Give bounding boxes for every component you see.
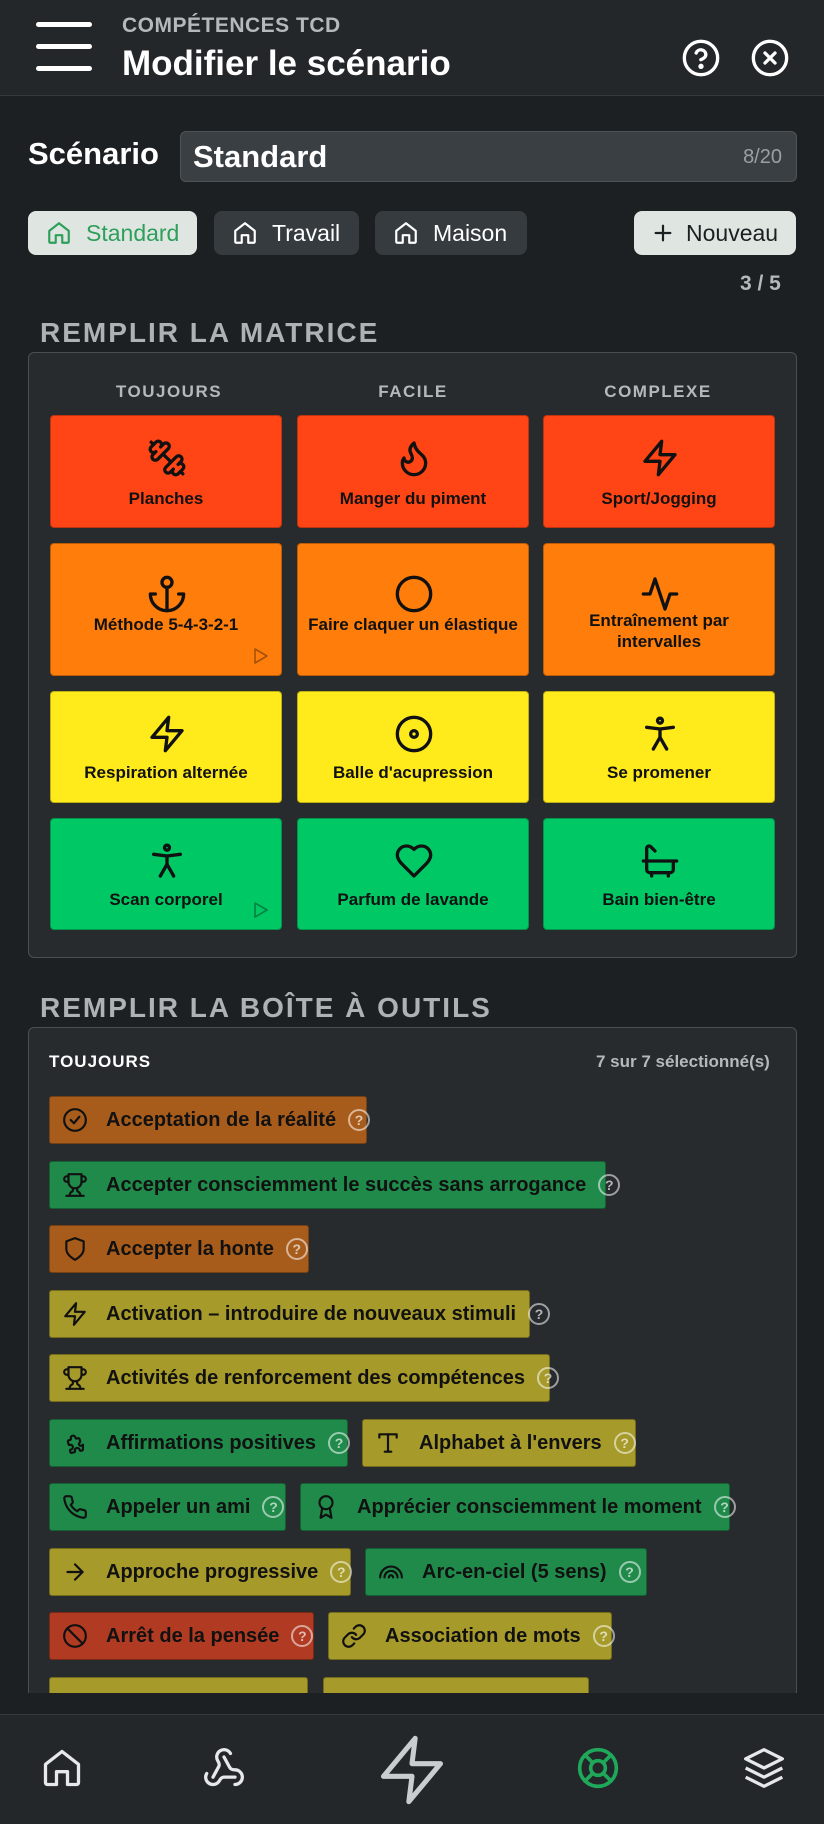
matrix-cell-label: Bain bien-être: [602, 890, 716, 909]
scenario-label: Scénario: [28, 136, 159, 171]
activity-icon: [640, 574, 680, 614]
toolbox-chip-label: Appeler un ami: [106, 1495, 251, 1518]
check-circle-icon: [62, 1107, 88, 1133]
help-icon[interactable]: ?: [291, 1625, 313, 1647]
toolbox-chip-label: Arrêt de la pensée: [106, 1624, 280, 1647]
toolbox-chip-label: Apprécier consciemment le moment: [357, 1495, 702, 1518]
help-icon[interactable]: ?: [286, 1238, 308, 1260]
toolbox-chip-label: Association de mots: [385, 1624, 581, 1647]
help-icon[interactable]: ?: [598, 1174, 620, 1196]
column-header-toujours: TOUJOURS: [115, 382, 223, 401]
toolbox-chip-label: Activités de renforcement des compétences: [106, 1366, 526, 1389]
scenario-char-count: 8/20: [743, 146, 782, 168]
toolbox-selected-count: 7 sur 7 sélectionné(s): [596, 1052, 770, 1071]
toolbox-category: TOUJOURS: [49, 1052, 152, 1071]
shield-icon: [62, 1236, 88, 1262]
scenario-counter: 3 / 5: [740, 272, 781, 295]
page-title: Modifier le scénario: [122, 44, 451, 83]
home-icon: [393, 220, 419, 246]
matrix-cell-label: Scan corporel: [109, 890, 223, 909]
header-subtitle: COMPÉTENCES TCD: [122, 14, 341, 37]
rainbow-icon: [378, 1559, 404, 1585]
trophy-icon: [62, 1172, 88, 1198]
tab-maison[interactable]: [375, 211, 527, 255]
toolbox-chip[interactable]: [49, 1483, 286, 1531]
tab-travail[interactable]: [214, 211, 359, 255]
matrix-cell-label: Planches: [128, 489, 204, 508]
app-header: [0, 0, 824, 96]
toolbox-chip[interactable]: [49, 1612, 314, 1660]
toolbox-chip[interactable]: [49, 1096, 367, 1144]
help-icon[interactable]: ?: [330, 1561, 352, 1583]
matrix-cell-label: Respiration alternée: [84, 763, 248, 782]
toolbox-section-title: REMPLIR LA BOÎTE À OUTILS: [40, 992, 492, 1023]
matrix-cell[interactable]: [543, 543, 775, 676]
toolbox-chip[interactable]: [328, 1612, 612, 1660]
toolbox-chip-label: Alphabet à l'envers: [419, 1431, 602, 1454]
home-icon: [232, 220, 258, 246]
matrix-cell[interactable]: [50, 818, 282, 930]
close-icon[interactable]: [750, 38, 790, 78]
phone-icon: [62, 1494, 88, 1520]
zap-icon: [147, 714, 187, 754]
column-header-complexe: COMPLEXE: [604, 382, 712, 401]
help-icon[interactable]: ?: [528, 1303, 550, 1325]
help-icon[interactable]: ?: [714, 1496, 736, 1518]
tab-label: Travail: [272, 219, 341, 246]
matrix-cell-label: Méthode 5-4-3-2-1: [93, 615, 239, 634]
help-icon[interactable]: ?: [328, 1432, 350, 1454]
matrix-cell[interactable]: [50, 415, 282, 528]
help-icon[interactable]: ?: [348, 1109, 370, 1131]
toolbox-chip[interactable]: [49, 1419, 348, 1467]
toolbox-chip[interactable]: [362, 1419, 636, 1467]
matrix-cell-label: Manger du piment: [339, 489, 487, 508]
matrix-cell[interactable]: [297, 818, 529, 930]
toolbox-chip-label: Accepter la honte: [106, 1237, 274, 1260]
plus-icon: [652, 222, 674, 244]
matrix-cell-label: Faire claquer un élastique: [308, 615, 518, 634]
matrix-cell[interactable]: [297, 691, 529, 803]
toolbox-chip-label: Affirmations positives: [106, 1431, 317, 1454]
help-icon[interactable]: ?: [593, 1625, 615, 1647]
play-icon[interactable]: [253, 901, 269, 919]
play-icon[interactable]: [253, 647, 269, 665]
matrix-cell-label: Sport/Jogging: [601, 489, 717, 508]
new-scenario-button[interactable]: [634, 211, 796, 255]
ban-icon: [62, 1623, 88, 1649]
anchor-icon: [147, 574, 187, 614]
tab-label: Standard: [86, 219, 180, 246]
lifebuoy-icon[interactable]: [576, 1746, 620, 1790]
webhook-icon[interactable]: [202, 1746, 246, 1790]
flame-icon: [394, 438, 434, 478]
toolbox-chip[interactable]: [49, 1161, 614, 1209]
matrix-cell[interactable]: [543, 415, 775, 528]
type-icon: [375, 1430, 401, 1456]
target-icon: [394, 714, 434, 754]
toolbox-chip[interactable]: [49, 1225, 309, 1273]
matrix-cell-label: Parfum de lavande: [337, 890, 489, 909]
matrix-cell[interactable]: [297, 543, 529, 676]
help-icon[interactable]: ?: [262, 1496, 284, 1518]
award-icon: [313, 1494, 339, 1520]
help-icon[interactable]: [681, 38, 721, 78]
heart-icon: [394, 841, 434, 881]
home-icon[interactable]: [40, 1746, 84, 1790]
zap-icon[interactable]: [374, 1730, 450, 1810]
person-icon: [640, 714, 680, 754]
help-icon[interactable]: ?: [614, 1432, 636, 1454]
layers-icon[interactable]: [742, 1746, 786, 1790]
dumbbell-icon: [147, 438, 187, 478]
scenario-name-field[interactable]: [180, 131, 797, 182]
matrix-cell-label: Entraînement par intervalles: [589, 611, 729, 651]
tab-standard[interactable]: [28, 211, 197, 255]
zap-icon: [62, 1301, 88, 1327]
new-button-label: Nouveau: [686, 219, 779, 246]
home-icon: [46, 220, 72, 246]
puzzle-icon: [62, 1430, 88, 1456]
toolbox-chip[interactable]: [49, 1548, 351, 1596]
matrix-cell-label: Balle d'acupression: [333, 763, 493, 782]
menu-icon[interactable]: [34, 18, 94, 76]
matrix-cell[interactable]: [543, 691, 775, 803]
toolbox-chip-label: Activation – introduire de nouveaux stimuli: [106, 1302, 517, 1325]
help-icon[interactable]: ?: [619, 1561, 641, 1583]
bath-icon: [640, 841, 680, 881]
scenario-name-input[interactable]: [181, 132, 796, 181]
arrow-right-icon: [62, 1559, 88, 1585]
matrix-cell-label: Se promener: [607, 763, 711, 782]
toolbox-chip[interactable]: [49, 1290, 544, 1338]
toolbox-chip[interactable]: [300, 1483, 730, 1531]
matrix-section-title: REMPLIR LA MATRICE: [40, 317, 380, 348]
link-icon: [341, 1623, 367, 1649]
circle-icon: [394, 574, 434, 614]
toolbox-chip-label: Arc-en-ciel (5 sens): [422, 1560, 607, 1583]
toolbox-chip-label: Accepter consciemment le succès sans arrogance: [106, 1173, 587, 1196]
person-icon: [147, 841, 187, 881]
matrix-cell[interactable]: [50, 543, 282, 676]
toolbox-chip[interactable]: [365, 1548, 647, 1596]
column-header-facile: FACILE: [378, 382, 448, 401]
trophy-icon: [62, 1365, 88, 1391]
matrix-cell[interactable]: [50, 691, 282, 803]
toolbox-chip[interactable]: [49, 1354, 553, 1402]
scroll-fade: [28, 1693, 797, 1715]
zap-icon: [640, 438, 680, 478]
help-icon[interactable]: ?: [537, 1367, 559, 1389]
toolbox-chip-label: Acceptation de la réalité: [106, 1108, 337, 1131]
matrix-cell[interactable]: [297, 415, 529, 528]
matrix-cell[interactable]: [543, 818, 775, 930]
toolbox-chip-label: Approche progressive: [106, 1560, 319, 1583]
tab-label: Maison: [433, 219, 508, 246]
